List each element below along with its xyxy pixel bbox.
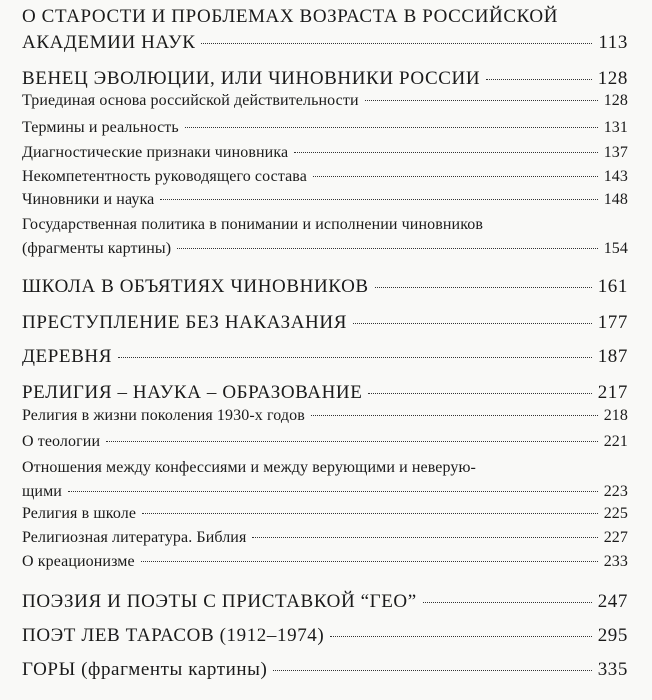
entry-title: Диагностические признаки чиновника: [22, 144, 289, 161]
entry-title: Религия в школе: [22, 505, 137, 522]
page-number: 143: [603, 168, 628, 185]
entry-title: ВЕНЕЦ ЭВОЛЮЦИИ, ИЛИ ЧИНОВНИКИ РОССИИ: [22, 68, 481, 89]
entry-title: ПОЭТ ЛЕВ ТАРАСОВ (1912–1974): [22, 625, 325, 646]
page-number: 335: [597, 659, 628, 680]
dot-leader: [423, 602, 592, 603]
toc-entry-chapter: [22, 310, 628, 336]
entry-title: Чиновники и наука: [22, 191, 155, 208]
entry-title: О теологии: [22, 433, 101, 450]
entry-title-line: Государственная политика в понимании и исполнении чиновников: [22, 216, 484, 233]
entry-title-line: Отношения между конфессиями и между верующими и неверую-: [22, 459, 476, 476]
entry-line: [22, 344, 628, 370]
toc-entry-section: [22, 456, 628, 504]
dot-leader: [160, 199, 597, 200]
dot-leader: [294, 152, 598, 153]
page-number: 154: [603, 240, 628, 257]
dot-leader: [68, 491, 598, 492]
toc-entry-chapter: [22, 623, 628, 649]
entry-line: [22, 116, 628, 140]
page-number: 221: [603, 433, 628, 450]
dot-leader: [273, 670, 591, 671]
toc-entry-section: [22, 141, 628, 165]
page-number: 225: [603, 505, 628, 522]
entry-title: РЕЛИГИЯ – НАУКА – ОБРАЗОВАНИЕ: [22, 382, 363, 403]
entry-title: (фрагменты картины): [22, 240, 172, 257]
entry-title: АКАДЕМИИ НАУК: [22, 32, 196, 53]
page-number: 161: [597, 276, 628, 297]
entry-title: Некомпетентность руководящего состава: [22, 168, 307, 185]
page-number: 137: [603, 144, 628, 161]
dot-leader: [201, 43, 592, 44]
toc-entry-chapter: [22, 380, 628, 406]
dot-leader: [368, 393, 591, 394]
dot-leader: [311, 415, 598, 416]
entry-title: ПОЭЗИЯ И ПОЭТЫ С ПРИСТАВКОЙ “ГЕО”: [22, 591, 417, 612]
dot-leader: [141, 561, 598, 562]
dot-leader: [365, 100, 598, 101]
entry-title-line: О СТАРОСТИ И ПРОБЛЕМАХ ВОЗРАСТА В РОССИЙСКОЙ: [22, 6, 559, 27]
toc-entry-section: [22, 116, 628, 140]
toc-entry-section: [22, 404, 628, 428]
entry-line: [22, 310, 628, 336]
entry-title: О креационизме: [22, 553, 135, 570]
entry-line: [22, 188, 628, 212]
entry-title: ШКОЛА В ОБЪЯТИЯХ ЧИНОВНИКОВ: [22, 276, 369, 297]
toc-entry-section: [22, 188, 628, 212]
toc-entry-section: [22, 89, 628, 113]
entry-title: Термины и реальность: [22, 119, 179, 136]
dot-leader: [106, 441, 598, 442]
entry-title: Триединая основа российской действительности: [22, 92, 359, 109]
toc-entry-section: [22, 213, 628, 261]
entry-line: [22, 274, 628, 300]
entry-title: ДЕРЕВНЯ: [22, 346, 113, 367]
page-number: 131: [603, 119, 628, 136]
toc-entry-section: [22, 502, 628, 526]
toc-entry-chapter: [22, 274, 628, 300]
entry-title: щими: [22, 483, 62, 500]
entry-title: Религия в жизни поколения 1930-х годов: [22, 407, 305, 424]
entry-line: [22, 657, 628, 683]
entry-line: [22, 480, 628, 504]
dot-leader: [313, 176, 598, 177]
toc-entry-chapter: [22, 589, 628, 615]
toc-entry-chapter: [22, 344, 628, 370]
dot-leader: [185, 127, 598, 128]
entry-line: [22, 380, 628, 406]
page-number: 247: [597, 591, 628, 612]
dot-leader: [118, 357, 592, 358]
page-number: 128: [597, 68, 628, 89]
entry-line: [22, 141, 628, 165]
entry-line: [22, 89, 628, 113]
page-number: 233: [603, 553, 628, 570]
dot-leader: [353, 323, 592, 324]
page-number: 217: [597, 382, 628, 403]
toc-entry-section: [22, 430, 628, 454]
toc-entry-chapter: [22, 657, 628, 683]
page-number: 227: [603, 529, 628, 546]
toc-entry-section: [22, 526, 628, 550]
page-number: 128: [603, 92, 628, 109]
entry-line: [22, 623, 628, 649]
page-number: 148: [603, 191, 628, 208]
page-number: 113: [598, 32, 628, 53]
dot-leader: [330, 636, 591, 637]
entry-line: [22, 589, 628, 615]
page-number: 187: [597, 346, 628, 367]
entry-line: [22, 550, 628, 574]
entry-title: Религиозная литература. Библия: [22, 529, 247, 546]
entry-line: [22, 237, 628, 261]
entry-line: [22, 404, 628, 428]
page-number: 295: [597, 625, 628, 646]
entry-line: [22, 165, 628, 189]
page-number: 223: [603, 483, 628, 500]
entry-line: [22, 30, 628, 56]
toc-entry-section: [22, 165, 628, 189]
dot-leader: [486, 79, 592, 80]
dot-leader: [252, 537, 597, 538]
page-number: 218: [603, 407, 628, 424]
dot-leader: [375, 287, 592, 288]
entry-title: ГОРЫ (фрагменты картины): [22, 659, 268, 680]
entry-title: ПРЕСТУПЛЕНИЕ БЕЗ НАКАЗАНИЯ: [22, 312, 347, 333]
toc-entry-section: [22, 550, 628, 574]
entry-line: [22, 502, 628, 526]
entry-line: [22, 526, 628, 550]
toc-entry-chapter: [22, 4, 628, 56]
page-number: 177: [597, 312, 628, 333]
dot-leader: [142, 513, 598, 514]
dot-leader: [177, 248, 597, 249]
entry-line: [22, 430, 628, 454]
